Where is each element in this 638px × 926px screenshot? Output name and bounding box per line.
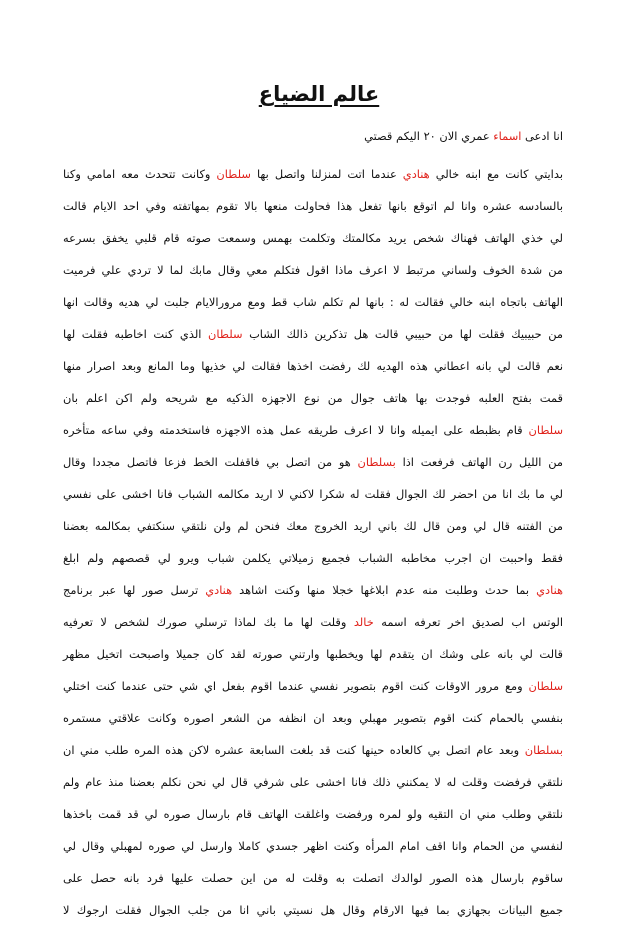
text-segment: وكانت تتحدث معه امامي وكنا [63,167,217,181]
text-segment: بنفسي بالحمام كنت اقوم بتصوير مهبلي وبعد ان انظفه من الشعر اصوره وكانت علاقتي مستمره [63,711,563,725]
text-segment: ومع مرور الاوقات كنت اقوم بتصوير نفسي عندما اقوم بفعل اي شي حتى عندما كنت اختلي [63,679,529,693]
text-segment: قمت بفتح العلبه فوجدت بها هاتف جوال من نوع الاجهزه الذكيه مع شريحه ولم اكن اعلم بان [63,391,563,405]
text-segment: عمري الان ٢٠ اليكم قصتي [364,129,494,143]
text-segment: عندما اتت لمنزلنا واتصل بها [250,167,403,181]
highlighted-name: سلطان [216,167,251,181]
text-line [63,222,563,254]
text-line [63,670,563,702]
text-line [63,510,563,542]
text-line [63,382,563,414]
text-segment: نلتقي وطلب مني ان التقيه ولو لمره ورفضت واغلقت الهاتف قام بارسال صوره لي قد قمت باخذها [63,807,563,821]
text-segment: من الفتنه قال لي ومن قال لك باني اريد الخروج معك فنحن لم ولن نلتقي سنكتفي بمكالمه بعضنا [63,519,563,533]
text-segment: بالسادسه عشره وانا لم اتوقع بانها تفعل هذا فحاولت منعها بالا تقوم بمهاتفته وفي احد الايام قالت [63,199,563,213]
text-segment: من شدة الخوف ولساني مرتبط لا اعرف ماذا اقول فتكلم معي وقال مابك لما لا تردي علي فرميت [63,263,563,277]
text-line [63,798,563,830]
text-segment: قام بظبطه على ايميله وانا لا اعرف طريقه عمل هذه الاجهزه فاستخدمته وفي ساعه متأخره [63,423,529,437]
highlighted-name: سلطان [528,423,563,437]
text-segment: الذي كنت اخاطبه فقلت لها [63,327,209,341]
highlighted-name: سلطان [208,327,243,341]
text-segment: ترسل صور لها عبر برنامج [63,583,206,597]
text-segment: فقط واحببت ان اجرب مخاطبه الشباب فجميع زميلاتي يكلمن شباب ويرو لي قصصهم ولم ابلغ [63,551,563,565]
text-segment: نعم قالت لي بانه اعطاني هذه الهديه لك رفضت اخذها فقالت لي خذيها وما المانع وبعد اصرار منها [63,359,563,373]
text-segment: لي ما بك انا من احضر لك الجوال فقلت له شكرا لاكني لا اريد مكالمه الشباب فانا اخشى على نفسي [63,487,563,501]
text-segment: قالت لي بانه على وشك ان يتقدم لها ويخطبها وارتني صورته لقد كان جميلا واصبحت اتخيل مظهر [63,647,563,661]
text-segment: نلتقي فرفضت وقلت له لا يمكنني ذلك فانا اخشى على شرفي قال لي نحن نكلم بعضنا منذ عام ولم [63,775,563,789]
text-line [63,862,563,894]
text-line [63,766,563,798]
text-segment: بدايتي كانت مع ابنه خالي [429,167,564,181]
text-segment: ساقوم بارسال هذه الصور لوالدك اتصلت به وقلت له من اين حصلت عليها فرد بانه حصل على [63,871,563,885]
document-body [63,120,563,926]
highlighted-name: هنادي [536,583,564,597]
text-segment: الوتس اب لصديق اخر تعرفه اسمه [373,615,563,629]
text-line [63,478,563,510]
highlighted-name: بسلطان [357,455,396,469]
text-line [63,120,563,152]
text-line [63,350,563,382]
highlighted-name: بسلطان [524,743,563,757]
text-line [63,734,563,766]
highlighted-name: هنادي [402,167,430,181]
text-line [63,574,563,606]
document-title: عالم الضياع [258,82,380,106]
text-segment: جميع البيانات بجهازي بما فيها الارقام وقال هل نسيتي باني انا من جلب الجوال فقلت ارجوك لا [63,903,563,917]
text-segment: انا ادعى [521,129,563,143]
highlighted-name: اسماء [493,129,522,143]
text-line [63,254,563,286]
text-line [63,158,563,190]
text-line [63,190,563,222]
text-line [63,542,563,574]
text-segment: لي خذي الهاتف فهناك شخص يريد مكالمتك وتكلمت بهمس وسمعت صوته قام قلبي يخفق بسرعه [63,231,563,245]
text-line [63,318,563,350]
highlighted-name: خالد [353,615,374,629]
text-segment: وبعد عام اتصل بي كالعاده حينها كنت قد بلغت السابعة عشره لاكن هذه المره طلب مني ان [63,743,525,757]
text-line [63,414,563,446]
highlighted-name: سلطان [528,679,563,693]
text-line [63,638,563,670]
text-segment: من حبيبيك فقلت لها من حبيبي قالت هل تذكرين ذالك الشاب [242,327,563,341]
text-line [63,286,563,318]
text-line [63,702,563,734]
text-line [63,446,563,478]
text-segment: بما حدث وطلبت منه عدم ابلاغها خجلا منها وكنت اشاهد [232,583,537,597]
text-segment: لنفسي من الحمام وانا اقف امام المرأه وكنت اظهر جسدي كاملا وارسل لي صوره لمهبلي وقال لي [63,839,563,853]
text-segment: من الليل رن الهاتف فرفعت اذا [395,455,563,469]
text-line [63,894,563,926]
text-line [63,606,563,638]
text-segment: وقلت لها ما بك لماذا ترسلي صورك لشخص لا تعرفيه [63,615,354,629]
text-segment: هو من اتصل بي فاقفلت الخط فزعا فاتصل مجددا وقال [63,455,358,469]
highlighted-name: هنادي [205,583,233,597]
text-line [63,830,563,862]
text-segment: الهاتف باتجاه ابنه خالي فقالت له : بانها لم تكلم شاب قط ومع مرورالايام جلبت لي هديه وقالت انها [63,295,563,309]
